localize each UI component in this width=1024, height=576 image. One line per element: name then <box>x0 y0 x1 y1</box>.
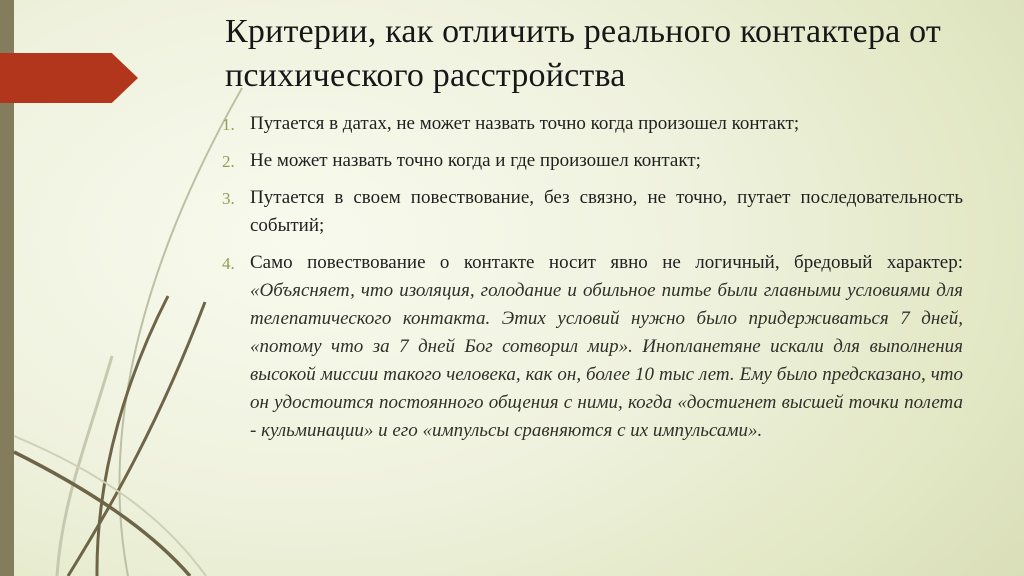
item-number: 2. <box>222 152 235 171</box>
item-text: Не может назвать точно когда и где произошел контакт; <box>250 150 701 171</box>
criteria-list <box>222 110 963 454</box>
list-item <box>222 110 963 138</box>
list-item <box>222 147 963 175</box>
slide-title: Критерии, как отличить реального контактера от психического расстройства <box>225 13 941 94</box>
item-text: Путается в своем повествование, без связно, не точно, путает последовательность событий; <box>250 187 963 236</box>
red-arrow-banner <box>0 53 138 103</box>
item-number: 4. <box>222 254 235 273</box>
item-text: Само повествование о контакте носит явно не логичный, бредовый характер: «Объясняет, что изоляция, голодание и обильное питье были главными условиями для телепатического контакта. Этих условий нужно было придерживаться 7 дней, «потому что за 7 дней Бог сотворил мир». Инопланетяне искали для выполнения высокой миссии такого человека, как он, более 10 тыс лет. Ему было предсказано, что он удостоится постоянного общения с ними, когда «достигнет высшей точки полета - кульминации» и его «импульсы сравняются с их импульсами». <box>250 252 963 441</box>
item-text: Путается в датах, не может назвать точно когда произошел контакт; <box>250 113 800 134</box>
item-number: 1. <box>222 115 235 134</box>
item-number: 3. <box>222 189 235 208</box>
list-item <box>222 249 963 445</box>
list-item <box>222 184 963 240</box>
item-quote: «Объясняет, что изоляция, голодание и обильное питье были главными условиями для телепатического контакта. Этих условий нужно было придерживаться 7 дней, «потому что за 7 дней Бог сотворил мир». Инопланетяне искали для выполнения высокой миссии такого человека, как он, более 10 тыс лет. Ему было предсказано, что он удостоится постоянного общения с ними, когда «достигнет высшей точки полета - кульминации» и его «импульсы сравняются с их импульсами». <box>250 280 963 441</box>
